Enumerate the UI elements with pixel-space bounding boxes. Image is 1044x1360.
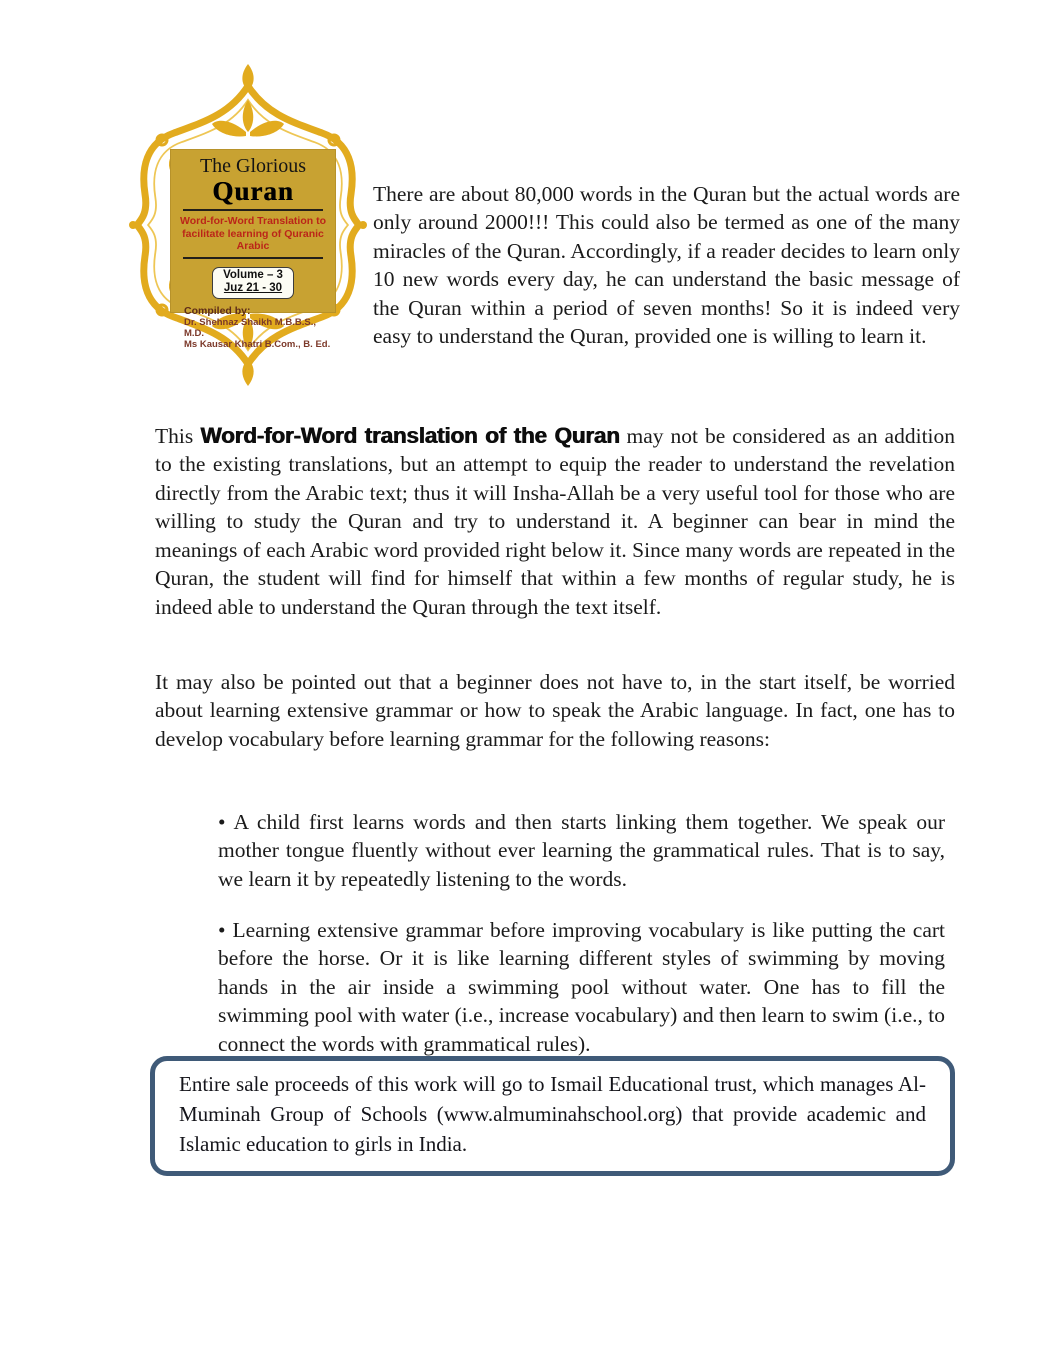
sale-proceeds-text: Entire sale proceeds of this work will go to Ismail Educational trust, which manages Al-Muminah Group of Schools (www.almuminahschool.org) that provide academic and Islamic education to girls in India. [179, 1072, 926, 1156]
cover-panel [170, 149, 336, 350]
cover-divider-bottom [183, 257, 323, 259]
grammar-paragraph: It may also be pointed out that a beginner does not have to, in the start itself, be worried about learning extensive grammar or how to speak the Arabic language. In fact, one has to develop vocabulary before learning grammar for the following reasons: [155, 669, 955, 751]
compiler-name-2: Ms Kausar Khatri B.Com., B. Ed. [184, 338, 331, 350]
cover-subtitle-line2: facilitate learning of Quranic Arabic [182, 227, 324, 252]
compiler-name-1: Dr. Shehnaz Shaikh M.B.B.S., M.D. [184, 316, 316, 339]
word-for-word-paragraph [155, 422, 955, 622]
volume-number: Volume – 3 [223, 268, 283, 281]
book-cover [128, 62, 368, 388]
bullet-glyph: • [218, 917, 226, 942]
bullet-glyph: • [218, 809, 226, 834]
cover-subtitle-line1: Word-for-Word Translation to [179, 215, 326, 227]
paragraph-lead: This [155, 423, 194, 448]
cover-title-line1: The Glorious [199, 155, 307, 177]
word-for-word-heading: Word-for-Word translation of the Quran [200, 422, 620, 448]
cover-divider-top [183, 209, 323, 211]
sale-proceeds-notice-box [150, 1056, 955, 1176]
compiled-by-label: Compiled by: [184, 304, 251, 317]
juz-range: Juz 21 - 30 [223, 282, 283, 294]
bullet-item-child-learning [218, 808, 945, 894]
volume-badge [212, 267, 294, 299]
bullet-item-grammar-cart [218, 916, 945, 1059]
cover-title-line2: Quran [212, 176, 294, 206]
bullet-text: Learning extensive grammar before improving vocabulary is like putting the cart before the horse. Or it is like learning different styles of swimming by moving hands in the air inside a swimming pool without water. One has to fill the swimming pool with water (i.e., increase vocabulary) and then learn to swim (i.e., to connect the words with grammatical rules). [218, 917, 945, 1056]
compiled-by-block [184, 305, 336, 350]
intro-paragraph: There are about 80,000 words in the Quran but the actual words are only around 2000!!! This could also be termed as one of the many miracles of the Quran. Accordingly, if a reader decides to learn only 10 new words every day, he can understand the basic message of the Quran within a period of seven months! So it is indeed very easy to understand the Quran, provided one is willing to learn it. [373, 181, 960, 349]
paragraph-body: may not be considered as an addition to the existing translations, but an attempt to equip the reader to understand the revelation directly from the Arabic text; thus it will Insha-Allah be a very useful tool for those who are willing to study the Quran and try to understand it. A beginner can bear in mind the meanings of each Arabic word provided right below it. Since many words are repeated in the Quran, the student will find for himself that within a few months of regular study, he is indeed able to understand the Quran through the text itself. [155, 423, 956, 620]
bullet-text: A child first learns words and then starts linking them together. We speak our mother tongue fluently without ever learning the grammatical rules. That is to say, we learn it by repeatedly listening to the words. [218, 809, 945, 891]
